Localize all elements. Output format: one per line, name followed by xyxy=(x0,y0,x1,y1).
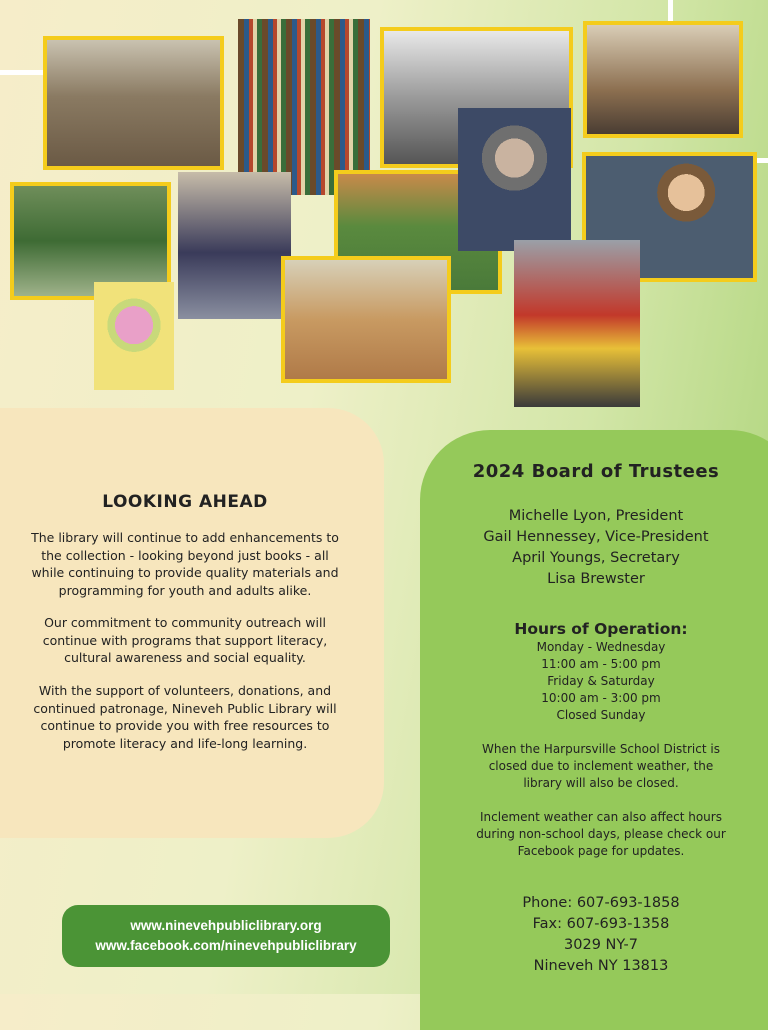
photo-bead-crafts xyxy=(281,256,451,383)
hours-line: Monday - Wednesday xyxy=(536,640,666,654)
photo-volunteers-flags xyxy=(178,172,291,319)
hours-list xyxy=(420,639,768,724)
web-links-box xyxy=(62,905,390,967)
photo-bearded-man xyxy=(458,108,571,251)
photo-book-shelves xyxy=(238,19,370,195)
hours-title: Hours of Operation: xyxy=(514,620,688,638)
contact-info xyxy=(420,893,768,977)
city-address: Nineveh NY 13813 xyxy=(533,958,669,974)
hours-line: Friday & Saturday xyxy=(547,674,655,688)
board-member: Gail Hennessey, Vice-President xyxy=(483,529,709,545)
hours-line: Closed Sunday xyxy=(556,708,646,722)
fax-number: Fax: 607-693-1358 xyxy=(532,916,670,932)
photo-face-paint xyxy=(94,282,174,390)
photo-fire-station xyxy=(514,240,640,407)
street-address: 3029 NY-7 xyxy=(564,937,638,953)
facebook-link[interactable]: www.facebook.com/ninevehpubliclibrary xyxy=(95,938,357,953)
hours-line: 10:00 am - 3:00 pm xyxy=(541,691,661,705)
board-member: Lisa Brewster xyxy=(547,571,645,587)
weather-notice: Inclement weather can also affect hours during non-school days, please check our Facebook page for updates. xyxy=(476,810,726,858)
hours-line: 11:00 am - 5:00 pm xyxy=(541,657,661,671)
board-member: Michelle Lyon, President xyxy=(508,508,684,524)
looking-ahead-paragraph-1: The library will continue to add enhancements to the collection - looking beyond just books - all while continuing to provide quality materials and programming for youth and adults alike. xyxy=(31,530,339,598)
looking-ahead-paragraph-3: With the support of volunteers, donations, and continued patronage, Nineveh Public Library will continue to provide you with free resources to promote literacy and life-long learning. xyxy=(33,683,337,751)
photo-kids-crafts xyxy=(43,36,224,170)
school-closure-notice: When the Harpursville School District is closed due to inclement weather, the library will also be closed. xyxy=(482,742,720,790)
board-members xyxy=(420,506,768,590)
looking-ahead-paragraph-2: Our commitment to community outreach will continue with programs that support literacy, cultural awareness and social equality. xyxy=(42,615,328,665)
phone-number: Phone: 607-693-1858 xyxy=(522,895,680,911)
looking-ahead-title: LOOKING AHEAD xyxy=(102,492,268,512)
board-member: April Youngs, Secretary xyxy=(512,550,680,566)
board-title: 2024 Board of Trustees xyxy=(472,461,720,482)
website-link[interactable]: www.ninevehpubliclibrary.org xyxy=(130,918,322,933)
photo-group-crafts xyxy=(583,21,743,138)
